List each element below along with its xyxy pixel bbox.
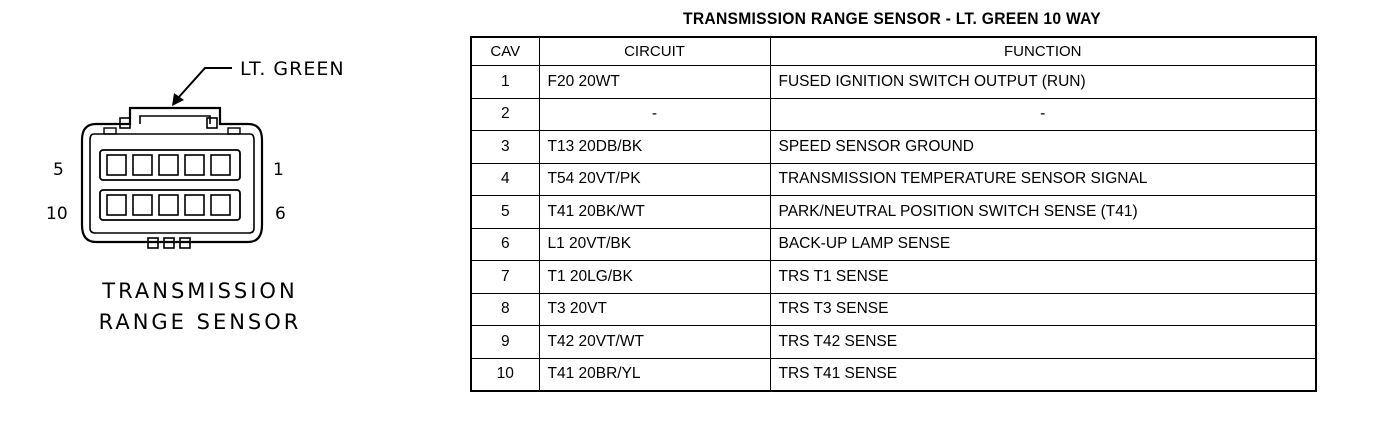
header-circuit: CIRCUIT bbox=[539, 37, 770, 66]
circuit-cell: - bbox=[539, 98, 770, 131]
pinout-table bbox=[470, 36, 1317, 392]
cav-cell: 6 bbox=[471, 228, 539, 261]
function-cell: TRANSMISSION TEMPERATURE SENSOR SIGNAL bbox=[770, 163, 1316, 196]
cav-cell: 9 bbox=[471, 326, 539, 359]
circuit-cell: T54 20VT/PK bbox=[539, 163, 770, 196]
table-row bbox=[471, 358, 1316, 391]
callout-label: LT. GREEN bbox=[240, 58, 345, 80]
table-header-row bbox=[471, 37, 1316, 66]
circuit-cell: T1 20LG/BK bbox=[539, 261, 770, 294]
cav-cell: 7 bbox=[471, 261, 539, 294]
function-cell: - bbox=[770, 98, 1316, 131]
caption-line-2: RANGE SENSOR bbox=[98, 310, 302, 334]
cav-cell: 4 bbox=[471, 163, 539, 196]
function-cell: SPEED SENSOR GROUND bbox=[770, 131, 1316, 164]
header-cav: CAV bbox=[471, 37, 539, 66]
table-title: TRANSMISSION RANGE SENSOR - LT. GREEN 10 WAY bbox=[683, 9, 1101, 28]
circuit-cell: F20 20WT bbox=[539, 66, 770, 99]
table-row bbox=[471, 293, 1316, 326]
function-cell: BACK-UP LAMP SENSE bbox=[770, 228, 1316, 261]
caption-line-1: TRANSMISSION bbox=[102, 279, 298, 303]
callout-arrowhead bbox=[172, 93, 184, 106]
cav-cell: 8 bbox=[471, 293, 539, 326]
connector-diagram bbox=[0, 0, 470, 430]
table-row bbox=[471, 196, 1316, 229]
table-row bbox=[471, 131, 1316, 164]
callout-arrow bbox=[178, 68, 232, 98]
circuit-cell: T42 20VT/WT bbox=[539, 326, 770, 359]
connector-body bbox=[82, 108, 262, 248]
table-row bbox=[471, 98, 1316, 131]
pin-label-5: 5 bbox=[53, 160, 64, 180]
circuit-cell: T13 20DB/BK bbox=[539, 131, 770, 164]
circuit-cell: T41 20BK/WT bbox=[539, 196, 770, 229]
circuit-cell: T41 20BR/YL bbox=[539, 358, 770, 391]
cav-cell: 2 bbox=[471, 98, 539, 131]
table-row bbox=[471, 228, 1316, 261]
header-function: FUNCTION bbox=[770, 37, 1316, 66]
function-cell: TRS T41 SENSE bbox=[770, 358, 1316, 391]
cav-cell: 1 bbox=[471, 66, 539, 99]
function-cell: PARK/NEUTRAL POSITION SWITCH SENSE (T41) bbox=[770, 196, 1316, 229]
function-cell: TRS T42 SENSE bbox=[770, 326, 1316, 359]
table-row bbox=[471, 163, 1316, 196]
function-cell: TRS T3 SENSE bbox=[770, 293, 1316, 326]
table-row bbox=[471, 261, 1316, 294]
pin-label-6: 6 bbox=[275, 204, 286, 224]
cav-cell: 5 bbox=[471, 196, 539, 229]
cav-cell: 10 bbox=[471, 358, 539, 391]
pin-label-1: 1 bbox=[273, 160, 284, 180]
circuit-cell: T3 20VT bbox=[539, 293, 770, 326]
circuit-cell: L1 20VT/BK bbox=[539, 228, 770, 261]
function-cell: TRS T1 SENSE bbox=[770, 261, 1316, 294]
table-row bbox=[471, 326, 1316, 359]
function-cell: FUSED IGNITION SWITCH OUTPUT (RUN) bbox=[770, 66, 1316, 99]
cav-cell: 3 bbox=[471, 131, 539, 164]
pin-label-10: 10 bbox=[46, 204, 68, 224]
table-row bbox=[471, 66, 1316, 99]
